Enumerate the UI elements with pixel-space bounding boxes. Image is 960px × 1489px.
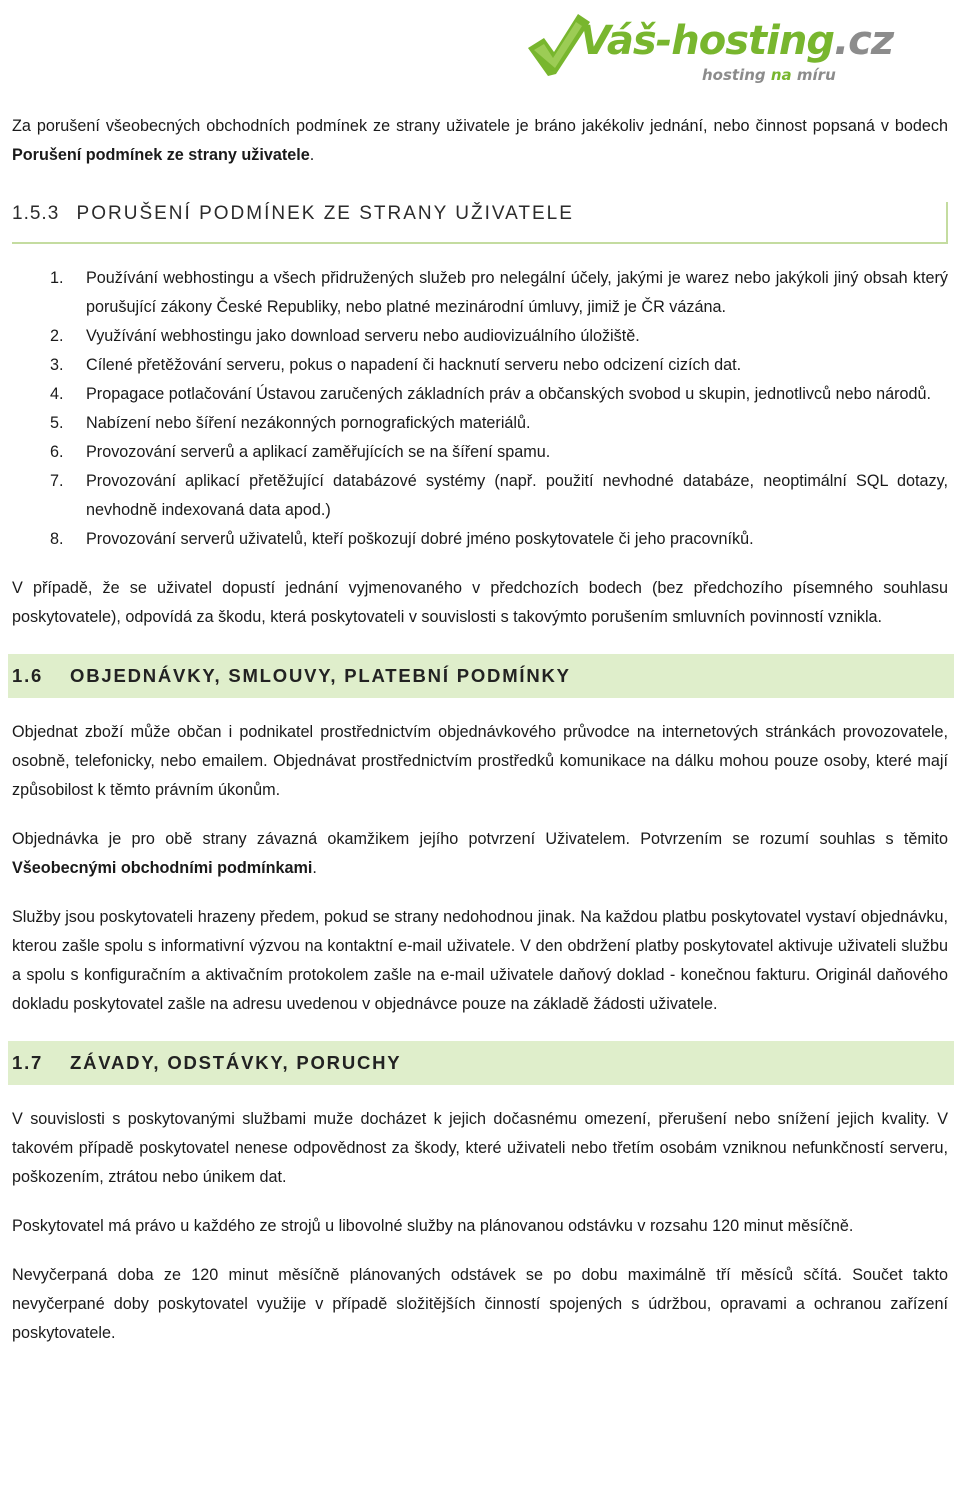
list-item-text: Provozování serverů uživatelů, kteří poškozují dobré jméno poskytovatele či jeho pracovníků. — [86, 530, 754, 548]
list-item-number: 7. — [50, 472, 64, 490]
list-item — [12, 380, 948, 409]
list-item — [12, 322, 948, 351]
orders-paragraph-3: Služby jsou poskytovateli hrazeny předem, pokud se strany nedohodnou jinak. Na každou platbu poskytovatel vystaví objednávku, kterou zašle spolu s informativní výzvou na kontaktní e-mail uživatele. V den obdržení platby poskytovatel aktivuje uživateli službu a spolu s konfiguračním a aktivačním protokolem zašle na e-mail uživatele daňový doklad - konečnou fakturu. Originál daňového dokladu poskytovatel zašle na adresu uvedenou v objednávce pouze na základě žádosti uživatele. — [12, 908, 948, 1013]
list-item-number: 4. — [50, 385, 64, 403]
logo-tagline: hosting na míru — [702, 66, 836, 84]
list-item — [12, 409, 948, 438]
list-item-number: 1. — [50, 269, 64, 287]
list-item — [12, 438, 948, 467]
list-item — [12, 264, 948, 322]
list-item-text: Využívání webhostingu jako download serveru nebo audiovizuálního úložiště. — [86, 327, 640, 345]
list-item-number: 6. — [50, 443, 64, 461]
list-item-number: 3. — [50, 356, 64, 374]
document-body — [12, 112, 948, 1348]
orders-paragraph-2: Objednávka je pro obě strany závazná okamžikem jejího potvrzení Uživatelem. Potvrzením se rozumí souhlas s těmito Všeobecnými obchodními podmínkami. — [12, 830, 948, 877]
list-item-number: 2. — [50, 327, 64, 345]
outages-paragraph-2: Poskytovatel má právo u každého ze strojů u libovolné služby na plánovanou odstávku v rozsahu 120 minut měsíčně. — [12, 1217, 854, 1235]
list-item-text: Propagace potlačování Ústavou zaručených základních práv a občanských svobod u skupin, jednotlivců nebo národů. — [86, 385, 931, 403]
brand-logo — [522, 4, 952, 92]
list-item-number: 5. — [50, 414, 64, 432]
section-heading-outages: 1.7 ZÁVADY, ODSTÁVKY, PORUCHY — [8, 1041, 954, 1085]
list-item-number: 8. — [50, 530, 64, 548]
orders-paragraph-1: Objednat zboží může občan i podnikatel prostřednictvím objednávkového průvodce na internetových stránkách provozovatele, osobně, telefonicky, nebo emailem. Objednávat prostřednictvím prostředků komunikace na dálku mohou pouze osoby, které mají způsobilost k těmto právním úkonům. — [12, 723, 948, 799]
outages-paragraph-3: Nevyčerpaná doba ze 120 minut měsíčně plánovaných odstávek se po dobu maximálně tří měsíců sčítá. Součet takto nevyčerpané doby poskytovatel využije v případě složitějších činností spojených s údržbou, opravami a ochranou zařízení poskytovatele. — [12, 1266, 948, 1342]
list-item-text: Cílené přetěžování serveru, pokus o napadení či hacknutí serveru nebo odcizení cizích dat. — [86, 356, 742, 374]
list-item-text: Používání webhostingu a všech přidružených služeb pro nelegální účely, jakými je warez nebo jakýkoli jiný obsah který porušující zákony České Republiky, nebo platné mezinárodní úmluvy, jimiž je ČR vázána. — [86, 269, 948, 316]
list-item-text: Nabízení nebo šíření nezákonných pornografických materiálů. — [86, 414, 531, 432]
logo-wordmark: Váš-hosting.cz — [580, 18, 894, 64]
list-item — [12, 467, 948, 525]
intro-paragraph: Za porušení všeobecných obchodních podmínek ze strany uživatele je bráno jakékoliv jednání, nebo činnost popsaná v bodech Porušení podmínek ze strany uživatele. — [12, 117, 948, 164]
section-heading-orders: 1.6 OBJEDNÁVKY, SMLOUVY, PLATEBNÍ PODMÍNKY — [8, 654, 954, 698]
list-item-text: Provozování aplikací přetěžující databázové systémy (např. použití nevhodné databáze, neoptimální SQL dotazy, nevhodně indexovaná data apod.) — [86, 472, 948, 519]
list-item-text: Provozování serverů a aplikací zaměřujících se na šíření spamu. — [86, 443, 551, 461]
violation-list — [12, 264, 948, 554]
liability-paragraph: V případě, že se uživatel dopustí jednání vyjmenovaného v předchozích bodech (bez předchozího písemného souhlasu poskytovatele), odpovídá za škodu, která poskytovateli v souvislosti s takovýmto porušením smluvních povinností vznikla. — [12, 579, 948, 626]
subsection-heading: 1.5.3 PORUŠENÍ PODMÍNEK ZE STRANY UŽIVATELE — [12, 202, 948, 244]
list-item — [12, 351, 948, 380]
outages-paragraph-1: V souvislosti s poskytovanými službami muže docházet k jejich dočasnému omezení, přerušení nebo snížení jejich kvality. V takovém případě poskytovatel nenese odpovědnost za škody, které uživateli nebo třetím osobám vzniknou nefunkčností serveru, poškozením, ztrátou nebo únikem dat. — [12, 1110, 948, 1186]
list-item — [12, 525, 948, 554]
